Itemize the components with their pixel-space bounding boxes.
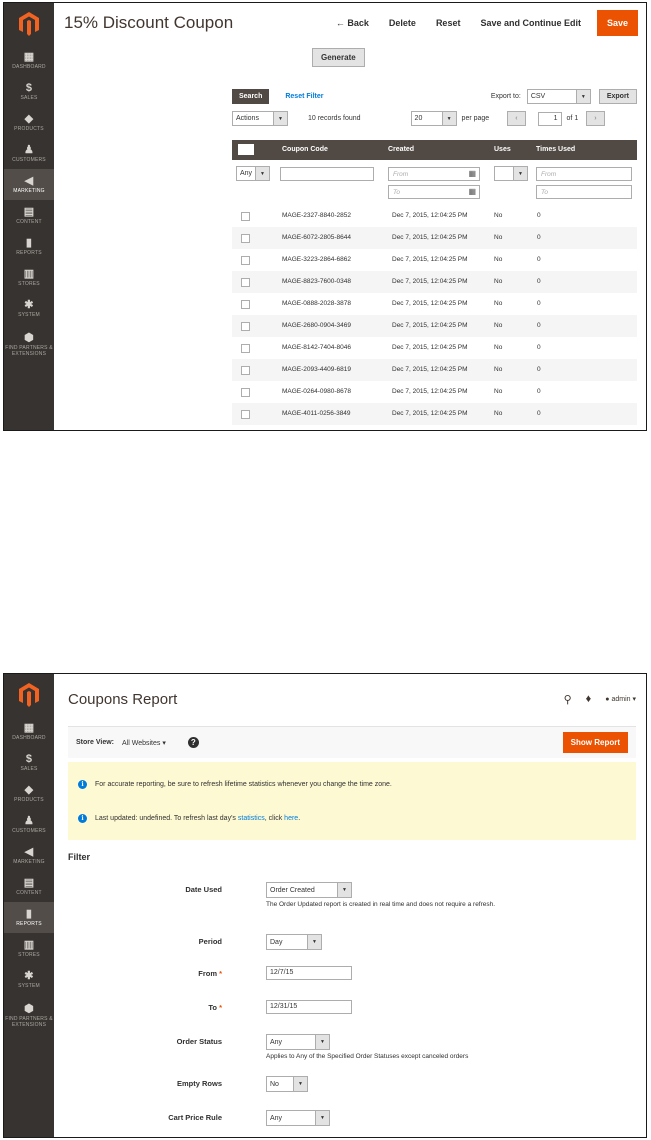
save-continue-button[interactable]: Save and Continue Edit	[480, 18, 581, 28]
content-icon: ▤	[23, 877, 35, 889]
coupons-report-screenshot	[3, 673, 647, 1138]
search-icon[interactable]: ⚲	[563, 693, 572, 706]
cart-rule-label: Cart Price Rule	[168, 1113, 222, 1122]
from-date-input[interactable]: 12/7/15	[266, 966, 352, 980]
order-status-select[interactable]: Any ▼	[266, 1034, 330, 1050]
chevron-down-icon: ▼	[315, 1111, 329, 1125]
table-row[interactable]: MAGE-2327-8840-2852 Dec 7, 2015, 12:04:25 PM No 0	[232, 205, 637, 227]
store-icon: ▥	[23, 939, 35, 951]
mass-select-checkbox[interactable]	[238, 144, 254, 155]
dashboard-icon: ▦	[23, 722, 35, 734]
empty-rows-select[interactable]: No ▼	[266, 1076, 308, 1092]
table-row[interactable]: MAGE-6072-2805-8644 Dec 7, 2015, 12:04:25 PM No 0	[232, 227, 637, 249]
delete-button[interactable]: Delete	[388, 18, 416, 28]
table-row[interactable]: MAGE-2680-0904-3469 Dec 7, 2015, 12:04:25 PM No 0	[232, 315, 637, 337]
bell-icon[interactable]: ♦	[585, 693, 592, 705]
chevron-down-icon: ▼	[315, 1035, 329, 1049]
export-to-label: Export to:	[490, 93, 521, 100]
per-page-select[interactable]: 20 ▼	[411, 111, 457, 126]
nav-partners[interactable]: ⬢ FIND PARTNERS & EXTENSIONS	[5, 331, 53, 357]
row-checkbox[interactable]	[241, 410, 250, 419]
dollar-icon: $	[25, 82, 33, 94]
notice-box	[68, 762, 636, 840]
calendar-icon[interactable]: ▦	[468, 169, 476, 178]
col-coupon-code[interactable]: Coupon Code	[282, 146, 328, 153]
gear-icon: ✱	[24, 299, 34, 311]
filter-times-to[interactable]: To	[536, 185, 632, 199]
dollar-icon: $	[25, 753, 33, 765]
nav-partners[interactable]: ⬢ FIND PARTNERS & EXTENSIONS	[5, 1002, 53, 1028]
dashboard-icon: ▦	[23, 51, 35, 63]
actions-select[interactable]: Actions ▼	[232, 111, 288, 126]
filter-created-from[interactable]: From ▦	[388, 167, 480, 181]
nav-products[interactable]: ◆ PRODUCTS	[14, 113, 44, 132]
grid-toolbar	[232, 89, 637, 104]
table-row[interactable]: MAGE-8823-7600-0348 Dec 7, 2015, 12:04:25 PM No 0	[232, 271, 637, 293]
chevron-down-icon: ▼	[307, 935, 321, 949]
row-checkbox[interactable]	[241, 344, 250, 353]
table-row[interactable]: MAGE-8142-7404-8046 Dec 7, 2015, 12:04:25 PM No 0	[232, 337, 637, 359]
export-format-select[interactable]: CSV ▼	[527, 89, 591, 104]
bar-chart-icon: ▮	[25, 237, 33, 249]
coupon-main	[54, 3, 646, 430]
gear-icon: ✱	[24, 970, 34, 982]
magento-logo[interactable]	[4, 3, 54, 45]
row-checkbox[interactable]	[241, 234, 250, 243]
nav-content[interactable]: ▤ CONTENT	[16, 206, 42, 225]
megaphone-icon: ◀	[24, 846, 34, 858]
nav-reports[interactable]: ▮ REPORTS	[4, 902, 54, 933]
chevron-down-icon: ▼	[293, 1077, 307, 1091]
notice-last-updated: i Last updated: undefined. To refresh last day's statistics , click here .	[78, 814, 300, 823]
generate-button[interactable]: Generate	[312, 48, 365, 67]
admin-sidebar	[4, 3, 54, 430]
period-label: Period	[198, 937, 222, 946]
row-checkbox[interactable]	[241, 322, 250, 331]
nav-system[interactable]: ✱ SYSTEM	[18, 299, 40, 318]
back-button[interactable]: ← Back	[335, 18, 369, 28]
box-icon: ◆	[24, 784, 34, 796]
filter-coupon-code[interactable]	[280, 167, 374, 181]
page-count: of 1	[566, 115, 579, 122]
filter-uses-select[interactable]	[494, 166, 528, 181]
chevron-down-icon: ▼	[513, 167, 527, 180]
empty-rows-label: Empty Rows	[176, 1079, 222, 1088]
cart-rule-select[interactable]: Any ▼	[266, 1110, 330, 1126]
store-view-bar	[68, 726, 636, 758]
nav-dashboard[interactable]: ▦ DASHBOARD	[12, 722, 46, 741]
date-used-note: The Order Updated report is created in real time and does not require a refresh.	[266, 901, 496, 908]
person-icon: ♟	[23, 144, 35, 156]
table-row[interactable]: MAGE-0888-2028-3878 Dec 7, 2015, 12:04:25 PM No 0	[232, 293, 637, 315]
per-page-label: per page	[461, 115, 490, 122]
store-view-label: Store View:	[76, 739, 114, 746]
nav-reports[interactable]: ▮ REPORTS	[16, 237, 42, 256]
help-icon[interactable]: ?	[188, 737, 199, 748]
report-main	[54, 674, 646, 1137]
coupon-edit-screenshot	[3, 2, 647, 431]
person-icon: ♟	[23, 815, 35, 827]
nav-dashboard[interactable]: ▦ DASHBOARD	[12, 51, 46, 70]
store-view-switcher[interactable]: All Websites ▾	[122, 739, 166, 747]
date-used-label: Date Used	[185, 885, 222, 894]
nav-content[interactable]: ▤ CONTENT	[16, 877, 42, 896]
page-header	[54, 674, 646, 724]
row-checkbox[interactable]	[241, 388, 250, 397]
page-header	[54, 3, 646, 43]
info-icon: i	[78, 814, 87, 823]
table-row[interactable]: MAGE-0264-0980-8678 Dec 7, 2015, 12:04:25 PM No 0	[232, 381, 637, 403]
reset-button[interactable]: Reset	[435, 18, 461, 28]
col-uses[interactable]: Uses	[494, 146, 511, 153]
user-icon: ●	[605, 696, 610, 703]
chevron-down-icon: ▼	[255, 167, 269, 180]
row-checkbox[interactable]	[241, 300, 250, 309]
notice-timezone: i For accurate reporting, be sure to refresh lifetime statistics whenever you change the time zone.	[78, 780, 392, 789]
search-button[interactable]: Search	[232, 89, 269, 104]
row-checkbox[interactable]	[241, 212, 250, 221]
filter-created-to[interactable]: To ▦	[388, 185, 480, 199]
col-times-used[interactable]: Times Used	[536, 146, 576, 153]
row-checkbox[interactable]	[241, 278, 250, 287]
page-input[interactable]: 1	[538, 112, 562, 126]
reset-filter-link[interactable]: Reset Filter	[285, 93, 324, 100]
grid-pager-row	[232, 111, 637, 126]
grid-header	[232, 140, 637, 160]
row-checkbox[interactable]	[241, 256, 250, 265]
admin-sidebar	[4, 674, 54, 1137]
nav-stores[interactable]: ▥ STORES	[18, 939, 40, 958]
save-button[interactable]: Save	[597, 10, 638, 36]
box-icon: ◆	[24, 113, 34, 125]
to-date-input[interactable]: 12/31/15	[266, 1000, 352, 1014]
chevron-down-icon: ▼	[337, 883, 351, 897]
content-icon: ▤	[23, 206, 35, 218]
statistics-link[interactable]: statistics	[237, 815, 265, 822]
export-button[interactable]: Export	[599, 89, 637, 104]
table-row[interactable]: MAGE-3223-2864-6862 Dec 7, 2015, 12:04:25 PM No 0	[232, 249, 637, 271]
row-checkbox[interactable]	[241, 366, 250, 375]
info-icon: i	[78, 780, 87, 789]
calendar-icon[interactable]: ▦	[468, 187, 476, 196]
order-status-label: Order Status	[176, 1037, 222, 1046]
to-label: To *	[208, 1003, 222, 1012]
filter-any-select[interactable]: Any ▼	[236, 166, 270, 181]
order-status-note: Applies to Any of the Specified Order Statuses except canceled orders	[266, 1053, 469, 1060]
nav-products[interactable]: ◆ PRODUCTS	[14, 784, 44, 803]
nav-marketing[interactable]: ◀ MARKETING	[4, 169, 54, 200]
bar-chart-icon: ▮	[25, 908, 33, 920]
nav-customers[interactable]: ♟ CUSTOMERS	[12, 144, 46, 163]
period-select[interactable]: Day ▼	[266, 934, 322, 950]
next-page-button[interactable]: ›	[586, 111, 604, 126]
nav-sales[interactable]: $ SALES	[20, 82, 38, 101]
prev-page-button[interactable]: ‹	[507, 111, 525, 126]
page-title: 15% Discount Coupon	[64, 13, 234, 32]
table-row[interactable]: MAGE-4011-0256-3849 Dec 7, 2015, 12:04:25 PM No 0	[232, 403, 637, 425]
chevron-down-icon: ▼	[442, 112, 456, 125]
records-found: 10 records found	[308, 115, 361, 122]
table-row[interactable]: MAGE-2093-4409-6819 Dec 7, 2015, 12:04:25 PM No 0	[232, 359, 637, 381]
page-title: Coupons Report	[68, 690, 178, 708]
filter-times-from[interactable]: From	[536, 167, 632, 181]
chevron-down-icon: ▼	[576, 90, 590, 103]
show-report-button[interactable]: Show Report	[563, 732, 628, 753]
col-created[interactable]: Created	[388, 146, 415, 153]
filter-heading: Filter	[68, 852, 91, 862]
cube-icon: ⬢	[24, 331, 34, 344]
date-used-select[interactable]: Order Created ▼	[266, 882, 352, 898]
from-label: From *	[198, 969, 222, 978]
cube-icon: ⬢	[24, 1002, 34, 1015]
megaphone-icon: ◀	[24, 175, 34, 187]
nav-marketing[interactable]: ◀ MARKETING	[13, 846, 45, 865]
nav-system[interactable]: ✱ SYSTEM	[18, 970, 40, 989]
user-menu[interactable]: ● admin ▾	[605, 696, 636, 703]
magento-logo[interactable]	[4, 674, 54, 716]
nav-sales[interactable]: $ SALES	[20, 753, 38, 772]
nav-stores[interactable]: ▥ STORES	[18, 268, 40, 287]
nav-customers[interactable]: ♟ CUSTOMERS	[12, 815, 46, 834]
here-link[interactable]: here	[284, 815, 299, 822]
store-icon: ▥	[23, 268, 35, 280]
chevron-down-icon: ▼	[273, 112, 287, 125]
